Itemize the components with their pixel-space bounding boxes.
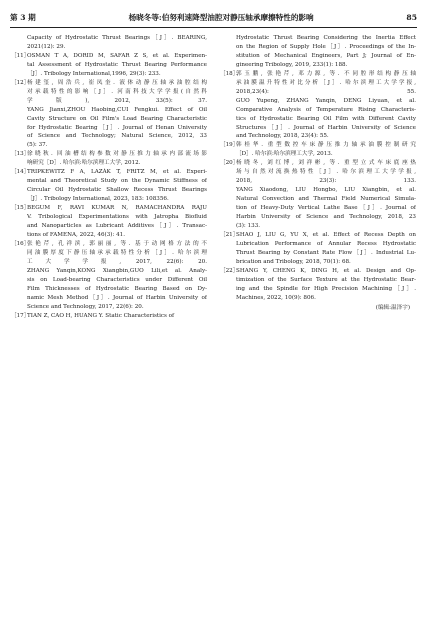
reference-line: Capacity of Hydrostatic Thrust Bearings［J］. BEARING,: [27, 35, 207, 41]
reference-number: ［17］: [11, 312, 30, 319]
reference-line: YANG Xiaodong, LIU Hongbo, LIU Xiangbin, et al.: [236, 187, 416, 194]
reference-line: stitution of Mechanical Engineers, Part J; Journal of En-: [236, 52, 416, 59]
reference-line: 张艳芹, 孔祥滨, 郭丽丽, 等. 基于动网格方法的不: [27, 240, 207, 247]
reference-line: Natural Convection and Thermal Field Numerical Simula-: [236, 196, 416, 203]
reference-line: 工大学学报, 2017, 22(6): 20.: [27, 258, 207, 265]
reference-line: brication and Tribology, 2018, 70(1): 68.: [236, 258, 351, 265]
running-title: 杨晓冬等:伯努利速降型油腔对静压轴承摩擦特性的影响: [128, 12, 314, 22]
reference-entry: [11, 240, 207, 312]
page-number: 85: [406, 12, 417, 22]
reference-number: ［18］: [220, 70, 239, 77]
reference-line: Hydrostatic Thrust Bearing Considering the Inertia Effect: [236, 35, 416, 41]
references-left-column: [11, 34, 207, 321]
reference-entry: [220, 267, 416, 303]
reference-line: mental and Theoretical Study on the Dynamic Stiffness of: [27, 178, 207, 185]
reference-entry: [11, 150, 207, 168]
reference-number: ［20］: [220, 160, 239, 167]
reference-number: ［12］: [11, 79, 30, 86]
reference-line: SHAO J, LIU G, YU X, et al. Effect of Recess Depth on: [236, 231, 416, 238]
reference-entry: [11, 52, 207, 79]
reference-line: ZHANG Yanqin,KONG Xiangbin,GUO Lili,et al. Analy-: [27, 267, 207, 274]
running-header: [10, 9, 417, 25]
reference-number: ［14］: [11, 169, 30, 176]
references-right-column: [220, 34, 416, 313]
reference-entry: [220, 141, 416, 159]
reference-number: ［15］: [11, 205, 30, 212]
reference-line: tions of FAMENA, 2022, 46(3): 41.: [27, 231, 125, 238]
reference-number: ［21］: [220, 231, 239, 238]
reference-line: sis on Load-bearing Characteristics under Different Oil: [27, 276, 207, 283]
reference-line: 郭玉鹏, 张艳芹, 邓力源, 等. 不同腔形结构静压轴: [236, 70, 416, 77]
editor-note: (编辑:温泽宇): [375, 304, 410, 311]
reference-number: ［16］: [11, 240, 30, 247]
reference-line: Cavity Structure on Oil Film's Load Bearing Characteristic: [27, 115, 207, 122]
reference-line: Lubrication Performance of Annular Recess Hydrostatic: [236, 240, 416, 247]
reference-line: OSMAN T A, DORID M, SAFAR Z S, et al. Experimen-: [27, 52, 207, 59]
reference-entry: [220, 34, 416, 70]
reference-line: ［J］. Tribology International, 2023, 183: 108356.: [27, 196, 169, 203]
reference-line: for Hydrostatic Bearing［J］. Journal of Henan University: [27, 124, 207, 131]
reference-line: 场与自然对流换热特性［J］. 哈尔滨理工大学学报,: [236, 169, 416, 176]
reference-line: Thrust Bearing by Constant Rate Flow［J］. Industrial Lu-: [236, 249, 416, 256]
reference-entry: [11, 168, 207, 204]
reference-line: 杨晓冬, 刘红博, 刘祥彬, 等. 重型立式车床底座热: [236, 160, 416, 167]
reference-number: ［22］: [220, 267, 239, 274]
reference-entry: [11, 79, 207, 151]
reference-line: TRIPKEWITZ F A, LAZÁK T, FRITZ M, et al. Experi-: [27, 169, 207, 176]
reference-line: 承油膜温升特性对比分析［J］. 哈尔滨理工大学学报,: [236, 79, 416, 86]
reference-entry: [11, 204, 207, 240]
reference-line: Circular Oil Hydrostatic Shallow Recess Thrust Bearings: [27, 187, 207, 194]
reference-line: 学版), 2012, 33(5): 37.: [27, 97, 207, 104]
reference-number: ［11］: [11, 52, 30, 59]
reference-line: YANG Jianxi,ZHOU Haobing,CUI Fengkui. Effect of Oil: [27, 106, 207, 113]
reference-line: and Nanoparticles as Lubricant Additives［J］. Transac-: [27, 223, 207, 230]
reference-line: 同油膜厚度下静压轴承承载特性分析［J］. 哈尔滨理: [27, 249, 207, 256]
reference-line: and Technology, 2018, 23(4): 55.: [236, 133, 329, 140]
reference-line: (5): 37.: [27, 142, 48, 149]
issue-number: 第 3 期: [10, 12, 36, 22]
reference-line: 2021(12): 29.: [27, 43, 66, 50]
reference-line: TIAN Z, CAO H, HUANG Y. Static Characteristics of: [27, 312, 175, 319]
reference-line: 对承载特性的影响［J］. 河南科技大学学报(自然科: [27, 88, 207, 95]
reference-line: ［J］. Tribology International,1996, 29(3): 233.: [27, 70, 161, 77]
reference-line: Film Thicknesses of Hydrostatic Bearing Based on Dy-: [27, 285, 207, 292]
reference-line: ing and the Spindle for High Precision Machining［J］.: [236, 285, 416, 292]
reference-line: V. Tribological Experimentations with Jatropha Biofluid: [27, 214, 207, 221]
reference-line: Harbin University of Science and Technology, 2018, 23: [236, 214, 416, 221]
reference-line: Structures［J］. Journal of Harbin University of Science: [236, 124, 416, 131]
reference-line: GUO Yupeng, ZHANG Yanqin, DENG Liyuan, et al.: [236, 97, 416, 104]
reference-line: tics of Hydrostatic Bearing Oil Film with Different Cavity: [236, 115, 416, 122]
reference-line: 韩桂华. 重型数控车床静压推力轴承油膜控制研究: [236, 142, 416, 149]
reference-line: 响研究［D］. 哈尔滨:哈尔滨理工大学, 2012.: [27, 160, 141, 167]
reference-line: SHANG Y, CHENG K, DING H, et al. Design and Op-: [236, 267, 416, 274]
reference-entry: [220, 159, 416, 231]
reference-number: ［13］: [11, 151, 30, 158]
reference-line: gineering Tribology, 2019, 233(1): 188.: [236, 61, 348, 68]
reference-line: Comparative Analysis of Temperature Rising Characteris-: [236, 106, 416, 113]
reference-line: Machines, 2022, 10(9): 806.: [236, 294, 316, 301]
reference-number: ［19］: [220, 142, 239, 149]
reference-line: on the Region of Supply Hole［J］. Proceedings of the In-: [236, 43, 416, 50]
reference-line: ［D］. 哈尔滨:哈尔滨理工大学, 2013.: [236, 151, 333, 158]
reference-line: 2018,23(4): 55.: [236, 88, 416, 95]
reference-line: of Science and Technology; Natural Science, 2012, 33: [27, 133, 207, 140]
reference-line: namic Mesh Method［J］. Journal of Harbin University of: [27, 294, 207, 301]
reference-entry: [220, 231, 416, 267]
header-rule: [10, 27, 417, 28]
reference-line: 2018, 23(3): 133.: [236, 178, 416, 185]
reference-line: timization of the Surface Texture at the Hydrostatic Bear-: [236, 276, 416, 283]
reference-line: BEGUM F, RAVI KUMAR N, RAMACHANDRA RAJU: [27, 205, 207, 212]
reference-entry: [11, 34, 207, 52]
reference-entry: [11, 312, 207, 321]
reference-line: (3): 133.: [236, 223, 261, 230]
reference-line: tion of Heavy-Duty Vertical Lathe Base［J］. Journal of: [236, 205, 416, 212]
reference-line: 徐晓秋. 回油槽结构参数对静压推力轴承内部流场影: [27, 151, 207, 158]
reference-entry: [220, 70, 416, 142]
reference-line: tal Assessment of Hydrostatic Thrust Bearing Performance: [27, 61, 207, 68]
reference-line: Science and Technology, 2017, 22(6): 20.: [27, 303, 144, 310]
reference-line: 杨建玺, 周浩兵, 崔凤奎. 液体动静压轴承油腔结构: [27, 79, 207, 86]
